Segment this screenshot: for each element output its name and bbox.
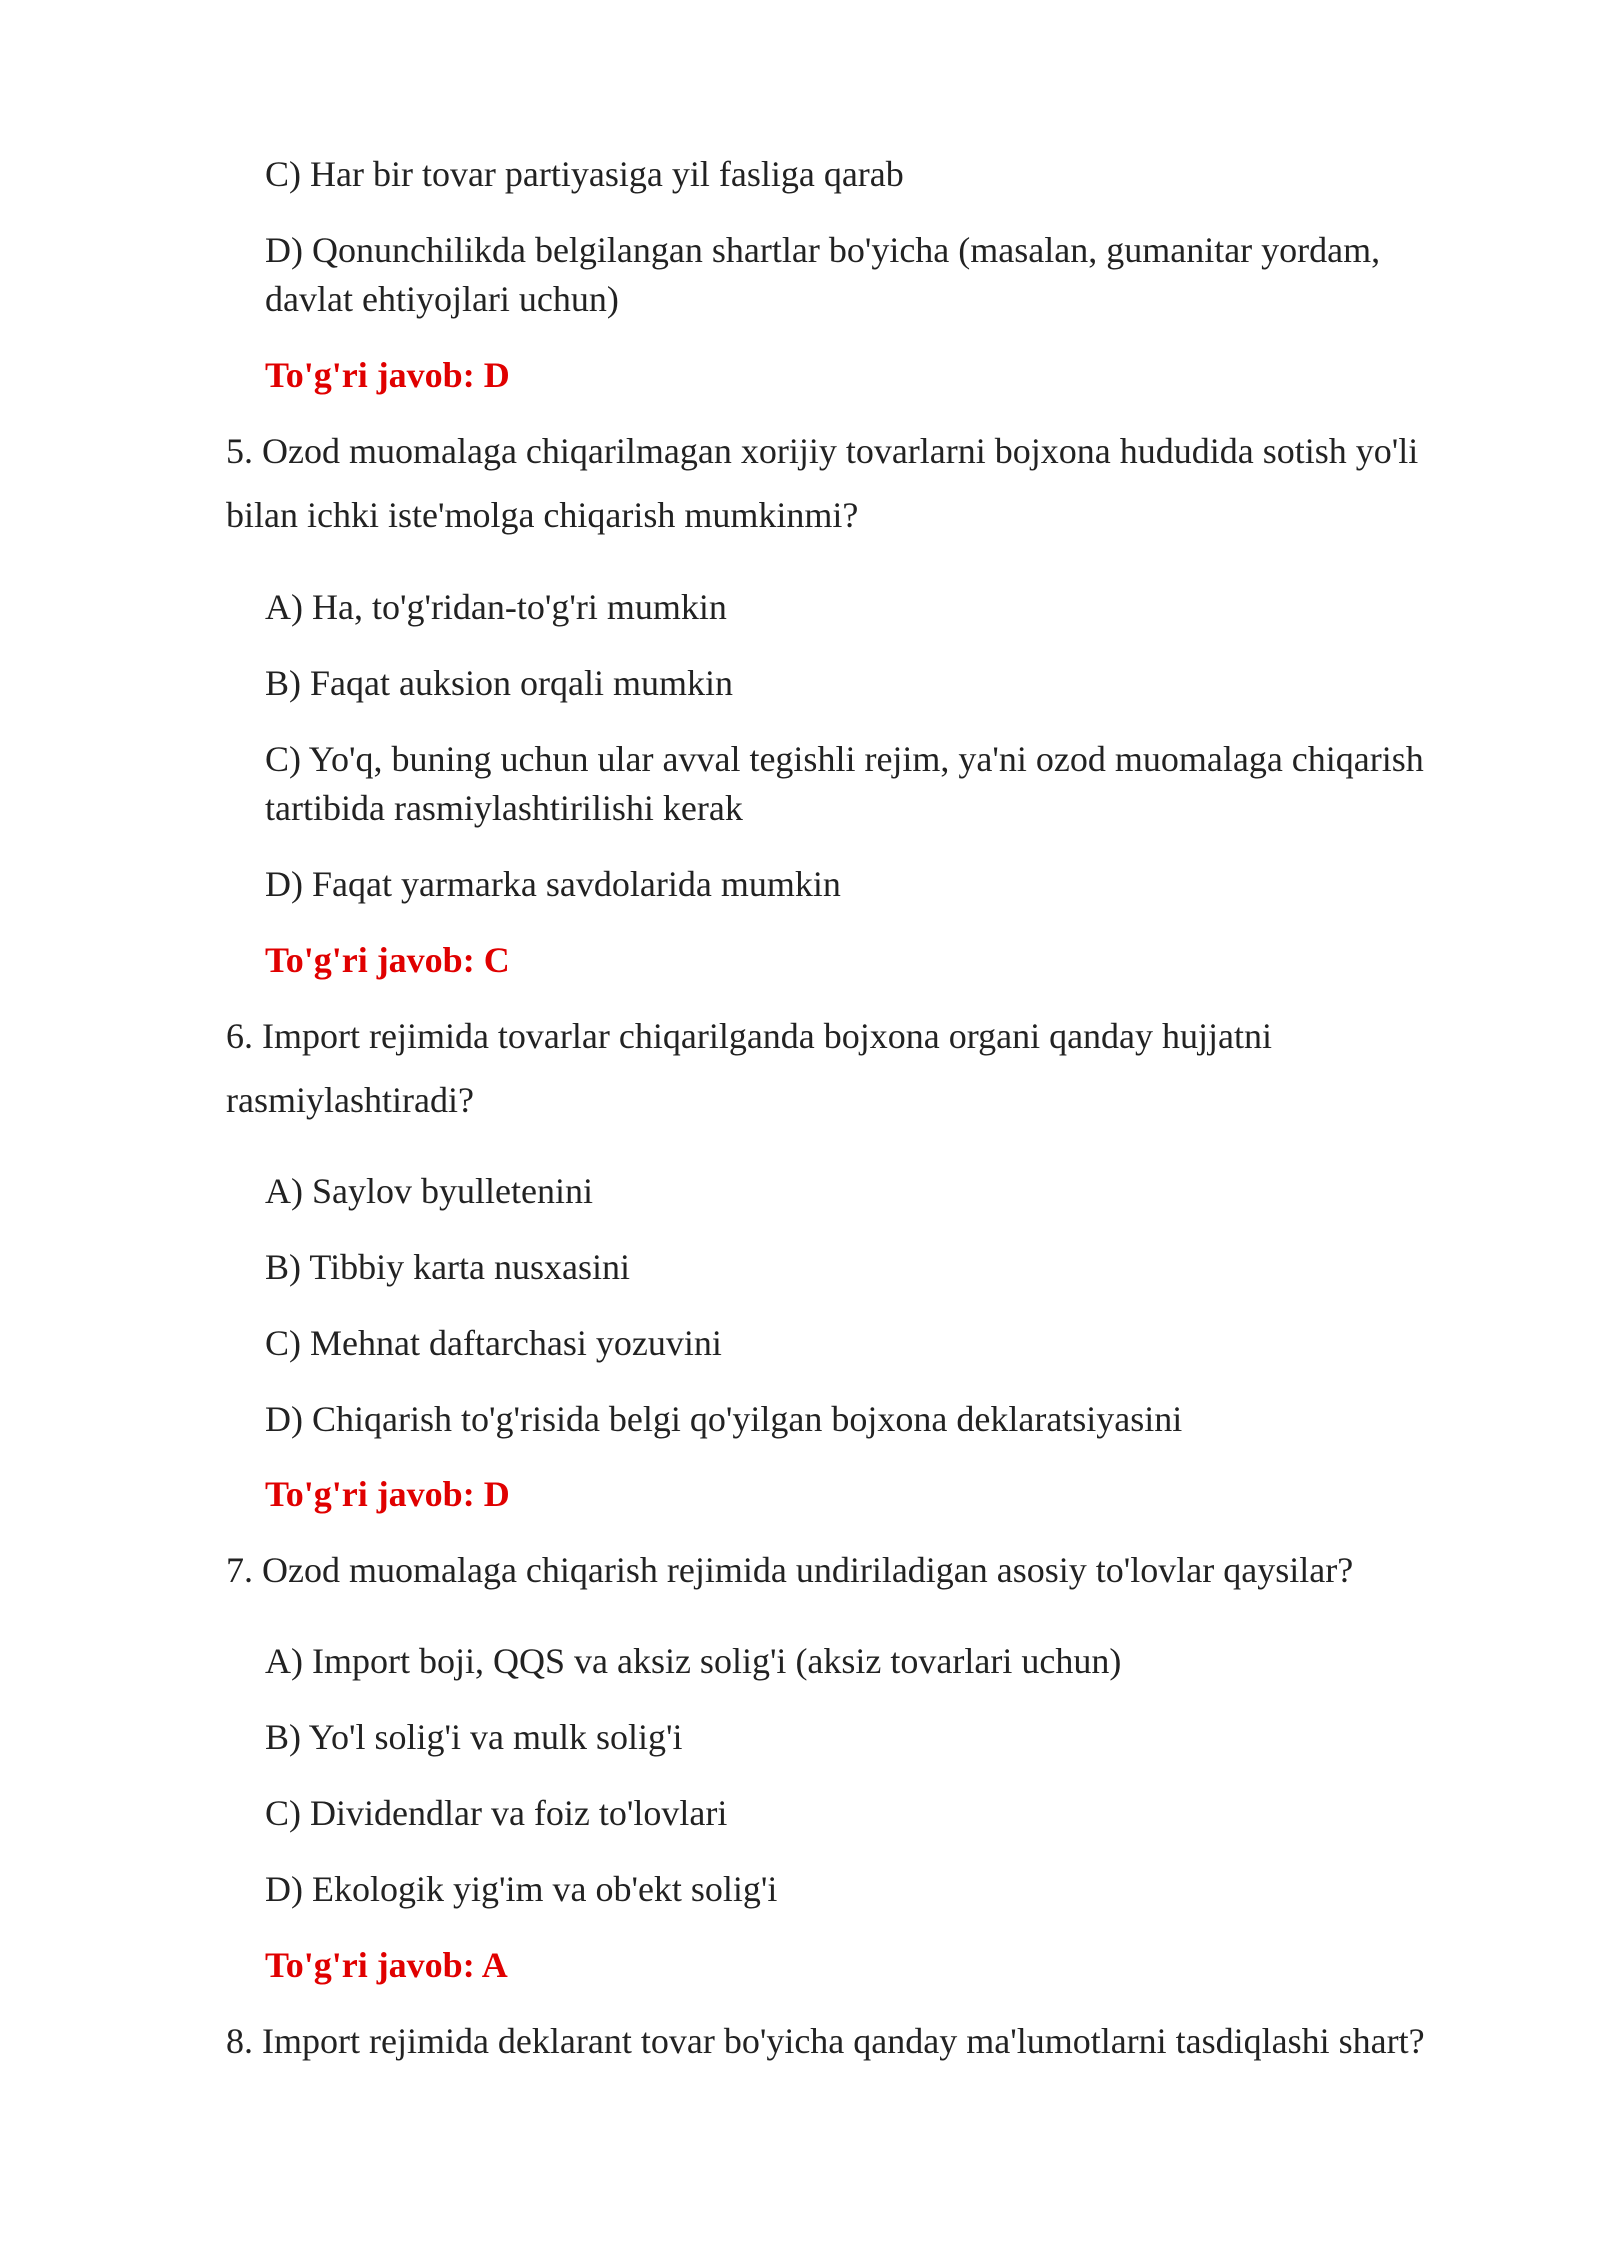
option-line: A) Ha, to'g'ridan-to'g'ri mumkin: [265, 587, 727, 627]
question-line: 6. Import rejimida tovarlar chiqarilganda bojxona organi qanday hujjatni: [226, 1016, 1273, 1056]
option-line: B) Tibbiy karta nusxasini: [265, 1247, 631, 1287]
option-line: D) Faqat yarmarka savdolarida mumkin: [265, 864, 841, 904]
option-line: C) Har bir tovar partiyasiga yil fasliga qarab: [265, 154, 904, 194]
question-line: 8. Import rejimida deklarant tovar bo'yicha qanday ma'lumotlarni tasdiqlashi shart?: [226, 2021, 1425, 2061]
correct-answer: To'g'ri javob: D: [265, 355, 510, 395]
question-line: rasmiylashtiradi?: [226, 1080, 474, 1120]
option-line: D) Chiqarish to'g'risida belgi qo'yilgan bojxona deklaratsiyasini: [265, 1399, 1183, 1439]
option-line: C) Mehnat daftarchasi yozuvini: [265, 1323, 722, 1363]
question-line: 5. Ozod muomalaga chiqarilmagan xorijiy tovarlarni bojxona hududida sotish yo'li: [226, 431, 1419, 471]
option-line: D) Qonunchilikda belgilangan shartlar bo'yicha (masalan, gumanitar yordam,: [265, 230, 1381, 270]
option-line: C) Yo'q, buning uchun ular avval tegishli rejim, ya'ni ozod muomalaga chiqarish: [265, 739, 1424, 779]
correct-answer: To'g'ri javob: A: [265, 1945, 508, 1985]
option-line: B) Faqat auksion orqali mumkin: [265, 663, 733, 703]
option-line: C) Dividendlar va foiz to'lovlari: [265, 1793, 728, 1833]
option-line: A) Import boji, QQS va aksiz solig'i (aksiz tovarlari uchun): [265, 1641, 1122, 1681]
correct-answer: To'g'ri javob: D: [265, 1474, 510, 1514]
correct-answer: To'g'ri javob: C: [265, 940, 510, 980]
option-line: davlat ehtiyojlari uchun): [265, 279, 619, 319]
option-line: tartibida rasmiylashtirilishi kerak: [265, 788, 743, 828]
option-line: D) Ekologik yig'im va ob'ekt solig'i: [265, 1869, 778, 1909]
question-line: 7. Ozod muomalaga chiqarish rejimida undiriladigan asosiy to'lovlar qaysilar?: [226, 1550, 1354, 1590]
option-line: B) Yo'l solig'i va mulk solig'i: [265, 1717, 683, 1757]
question-line: bilan ichki iste'molga chiqarish mumkinmi?: [226, 495, 859, 535]
option-line: A) Saylov byulletenini: [265, 1171, 593, 1211]
